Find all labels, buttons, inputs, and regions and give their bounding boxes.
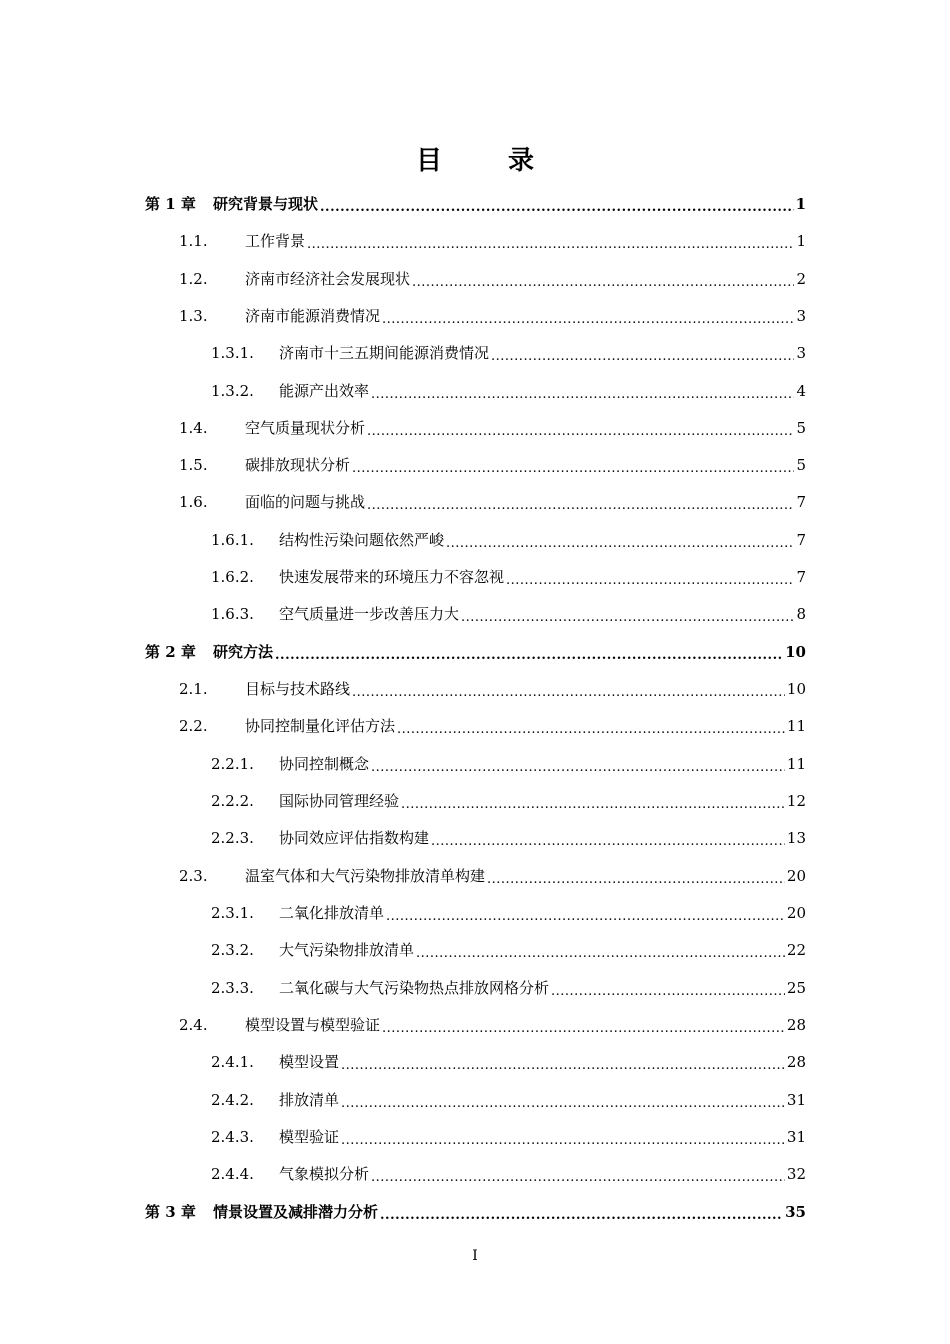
toc-subsection-1-6-3[interactable] xyxy=(211,595,806,632)
toc-section-2-2[interactable] xyxy=(179,707,806,744)
toc-entry-label: 碳排放现状分析 xyxy=(245,456,351,474)
toc-entry-page: 8 xyxy=(796,604,806,623)
toc-entry-page: 20 xyxy=(786,866,806,885)
dot-leader xyxy=(431,835,785,849)
toc-entry-label: 大气污染物排放清单 xyxy=(279,941,415,959)
toc-entry-number: 1.5. xyxy=(179,455,208,474)
dot-leader xyxy=(320,201,794,215)
toc-entry-label: 研究方法 xyxy=(213,643,274,661)
toc-entry-page: 31 xyxy=(786,1090,806,1109)
toc-entry-page: 32 xyxy=(786,1164,806,1183)
toc-subsection-2-4-2[interactable] xyxy=(211,1081,806,1118)
toc-entry-label: 二氧化碳与大气污染物热点排放网格分析 xyxy=(279,979,550,997)
toc-entry-page: 28 xyxy=(786,1052,806,1071)
toc-entry-label: 面临的问题与挑战 xyxy=(245,493,366,511)
toc-entry-label: 济南市十三五期间能源消费情况 xyxy=(279,344,490,362)
toc-entry-page: 35 xyxy=(785,1202,806,1221)
toc-entry-page: 11 xyxy=(786,716,806,735)
toc-subsection-2-2-1[interactable] xyxy=(211,745,806,782)
toc-entry-label: 模型设置与模型验证 xyxy=(245,1016,381,1034)
toc-subsection-2-4-4[interactable] xyxy=(211,1155,806,1192)
toc-entry-number: 2.4. xyxy=(179,1015,208,1034)
toc-entry-number: 2.2.3. xyxy=(211,828,254,847)
toc-entry-number: 1.4. xyxy=(179,418,208,437)
toc-entry-page: 1 xyxy=(796,231,806,250)
toc-subsection-1-3-1[interactable] xyxy=(211,334,806,371)
toc-entry-page: 5 xyxy=(796,418,806,437)
dot-leader xyxy=(551,985,785,999)
toc-entry-number: 1.3. xyxy=(179,306,208,325)
toc-entry-label: 目标与技术路线 xyxy=(245,680,351,698)
dot-leader xyxy=(397,723,785,737)
toc-entry-label: 济南市能源消费情况 xyxy=(245,307,381,325)
toc-entry-page: 13 xyxy=(786,828,806,847)
toc-entry-page: 25 xyxy=(786,978,806,997)
toc-subsection-2-4-1[interactable] xyxy=(211,1043,806,1080)
toc-entry-label: 空气质量进一步改善压力大 xyxy=(279,605,460,623)
toc-entry-number: 2.2. xyxy=(179,716,208,735)
toc-entry-page: 22 xyxy=(786,940,806,959)
toc-entry-number: 2.4.2. xyxy=(211,1090,254,1109)
toc-entry-page: 3 xyxy=(796,306,806,325)
toc-subsection-2-3-3[interactable] xyxy=(211,969,806,1006)
dot-leader xyxy=(416,947,785,961)
dot-leader xyxy=(506,574,794,588)
toc-entry-label: 气象模拟分析 xyxy=(279,1165,370,1183)
toc-subsection-1-3-2[interactable] xyxy=(211,372,806,409)
dot-leader xyxy=(382,313,794,327)
toc-entry-page: 7 xyxy=(796,492,806,511)
dot-leader xyxy=(371,1171,785,1185)
toc-entry-number: 2.3.2. xyxy=(211,940,254,959)
toc-entry-label: 协同控制概念 xyxy=(279,755,370,773)
toc-entry-label: 协同效应评估指数构建 xyxy=(279,829,430,847)
dot-leader xyxy=(382,1022,785,1036)
toc-entry-page: 12 xyxy=(786,791,806,810)
toc-entry-page: 1 xyxy=(795,194,806,213)
dot-leader xyxy=(307,238,794,252)
toc-section-2-3[interactable] xyxy=(179,857,806,894)
toc-chapter-1[interactable] xyxy=(145,185,806,222)
toc-chapter-3[interactable] xyxy=(145,1193,806,1230)
toc-chapter-2[interactable] xyxy=(145,633,806,670)
dot-leader xyxy=(487,873,785,887)
dot-leader xyxy=(412,276,794,290)
dot-leader xyxy=(401,798,785,812)
toc-subsection-2-3-1[interactable] xyxy=(211,894,806,931)
dot-leader xyxy=(491,350,794,364)
toc-entry-number: 2.4.1. xyxy=(211,1052,254,1071)
dot-leader xyxy=(386,910,785,924)
toc-entry-label: 模型验证 xyxy=(279,1128,340,1146)
dot-leader xyxy=(446,537,794,551)
dot-leader xyxy=(367,499,794,513)
toc-subsection-2-3-2[interactable] xyxy=(211,931,806,968)
toc-section-1-3[interactable] xyxy=(179,297,806,334)
toc-entry-page: 10 xyxy=(785,642,806,661)
toc-entry-label: 情景设置及减排潜力分析 xyxy=(213,1203,379,1221)
toc-entry-page: 20 xyxy=(786,903,806,922)
toc-entry-page: 5 xyxy=(796,455,806,474)
toc-entry-page: 10 xyxy=(786,679,806,698)
toc-entry-label: 能源产出效率 xyxy=(279,382,370,400)
toc-entry-label: 协同控制量化评估方法 xyxy=(245,717,396,735)
toc-entry-number: 2.3.1. xyxy=(211,903,254,922)
toc-entry-label: 二氧化排放清单 xyxy=(279,904,385,922)
toc-entry-number: 第 1 章 xyxy=(145,195,196,213)
toc-entry-number: 1.3.2. xyxy=(211,381,254,400)
dot-leader xyxy=(341,1134,785,1148)
toc-subsection-2-2-3[interactable] xyxy=(211,819,806,856)
toc-entry-number: 2.4.3. xyxy=(211,1127,254,1146)
toc-section-1-4[interactable] xyxy=(179,409,806,446)
toc-entry-number: 1.6.2. xyxy=(211,567,254,586)
dot-leader xyxy=(371,761,785,775)
toc-entry-number: 第 3 章 xyxy=(145,1203,196,1221)
toc-entry-number: 2.3. xyxy=(179,866,208,885)
toc-entry-number: 2.2.1. xyxy=(211,754,254,773)
toc-section-1-5[interactable] xyxy=(179,446,806,483)
page-title: 目 录 xyxy=(415,146,554,176)
toc-section-1-1[interactable] xyxy=(179,222,806,259)
toc-entry-label: 济南市经济社会发展现状 xyxy=(245,270,411,288)
toc-section-2-1[interactable] xyxy=(179,670,806,707)
dot-leader xyxy=(461,611,794,625)
toc-subsection-1-6-1[interactable] xyxy=(211,521,806,558)
toc-entry-page: 11 xyxy=(786,754,806,773)
dot-leader xyxy=(341,1059,785,1073)
toc-entry-number: 1.1. xyxy=(179,231,208,250)
toc-entry-number: 1.6.3. xyxy=(211,604,254,623)
toc-subsection-2-4-3[interactable] xyxy=(211,1118,806,1155)
toc-entry-label: 工作背景 xyxy=(245,232,306,250)
toc-entry-label: 模型设置 xyxy=(279,1053,340,1071)
toc-section-1-2[interactable] xyxy=(179,260,806,297)
toc-entry-number: 2.4.4. xyxy=(211,1164,254,1183)
dot-leader xyxy=(352,462,794,476)
dot-leader xyxy=(341,1097,785,1111)
toc-entry-page: 28 xyxy=(786,1015,806,1034)
toc-entry-number: 2.3.3. xyxy=(211,978,254,997)
dot-leader xyxy=(367,425,794,439)
toc-entry-label: 温室气体和大气污染物排放清单构建 xyxy=(245,867,486,885)
dot-leader xyxy=(352,686,785,700)
toc-entry-label: 结构性污染问题依然严峻 xyxy=(279,531,445,549)
toc-entry-number: 1.3.1. xyxy=(211,343,254,362)
toc-entry-label: 空气质量现状分析 xyxy=(245,419,366,437)
toc-entry-number: 1.6.1. xyxy=(211,530,254,549)
toc-section-1-6[interactable] xyxy=(179,483,806,520)
toc-entry-page: 4 xyxy=(796,381,806,400)
toc-entry-number: 2.1. xyxy=(179,679,208,698)
toc-entry-label: 排放清单 xyxy=(279,1091,340,1109)
page-number: I xyxy=(472,1248,478,1264)
toc-section-2-4[interactable] xyxy=(179,1006,806,1043)
toc-entry-number: 第 2 章 xyxy=(145,643,196,661)
dot-leader xyxy=(380,1209,783,1223)
dot-leader xyxy=(371,388,794,402)
toc-entry-number: 2.2.2. xyxy=(211,791,254,810)
toc-subsection-2-2-2[interactable] xyxy=(211,782,806,819)
toc-entry-page: 7 xyxy=(796,530,806,549)
dot-leader xyxy=(275,649,783,663)
toc-entry-page: 2 xyxy=(796,269,806,288)
toc-entry-number: 1.6. xyxy=(179,492,208,511)
toc-entry-page: 7 xyxy=(796,567,806,586)
toc-entry-label: 国际协同管理经验 xyxy=(279,792,400,810)
toc-entry-page: 31 xyxy=(786,1127,806,1146)
toc-entry-label: 研究背景与现状 xyxy=(213,195,319,213)
toc-subsection-1-6-2[interactable] xyxy=(211,558,806,595)
toc-entry-page: 3 xyxy=(796,343,806,362)
toc-entry-number: 1.2. xyxy=(179,269,208,288)
toc-entry-label: 快速发展带来的环境压力不容忽视 xyxy=(279,568,505,586)
